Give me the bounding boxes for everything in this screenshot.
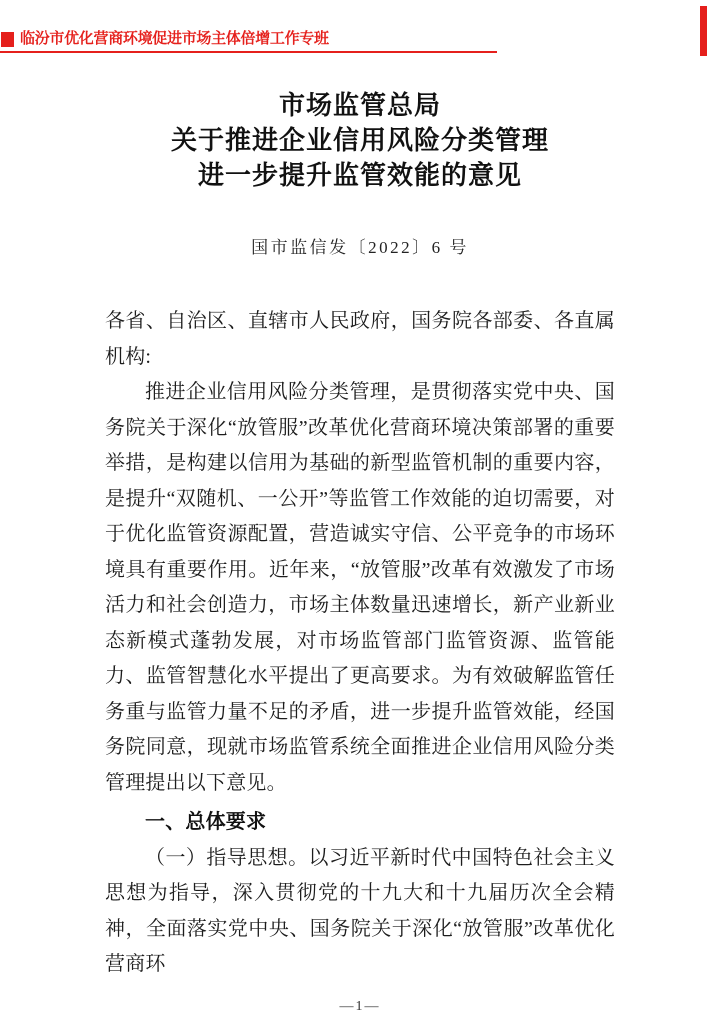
- section-heading: 一、总体要求: [145, 811, 267, 833]
- doc-number: 国市监信发〔2022〕6 号: [251, 238, 469, 257]
- doc-title-line-2: 关于推进企业信用风险分类管理: [170, 126, 549, 155]
- body-paragraph-1: 推进企业信用风险分类管理，是贯彻落实党中央、国务院关于深化“放管服”改革优化营商环境决策部署的重要举措，是构建以信用为基础的新型监管机制的重要内容，是提升“双随机、一公开”等监管工作效能的迫切需要，对于优化监管资源配置，营造诚实守信、公平竞争的市场环境具有重要作用。近年来，“放管服”改革有效激发了市场活力和社会创造力，市场主体数量迅速增长，新产业新业态新模式蓬勃发展，对市场监管部门监管资源、监管能力、监管智慧化水平提出了更高要求。为有效破解监管任务重与监管力量不足的矛盾，进一步提升监管效能，经国务院同意，现就市场监管系统全面推进企业信用风险分类管理提出以下意见。: [105, 381, 615, 794]
- page-number: —1—: [339, 998, 381, 1014]
- body-paragraph-2: （一）指导思想。以习近平新时代中国特色社会主义思想为指导，深入贯彻党的十九大和十九届历次全会精神，全面落实党中央、国务院关于深化“放管服”改革优化营商环: [105, 846, 615, 975]
- doc-title-line-1: 市场监管总局: [278, 91, 441, 120]
- doc-title: [105, 88, 615, 193]
- doc-body: [105, 304, 615, 983]
- doc-title-line-3: 进一步提升监管效能的意见: [197, 161, 522, 190]
- scrollbar-thumb[interactable]: [700, 6, 707, 56]
- salutation-paragraph: 各省、自治区、直辖市人民政府，国务院各部委、各直属机构:: [105, 310, 615, 368]
- header-bullet-square-icon: [1, 32, 14, 47]
- document-page: [105, 0, 615, 1015]
- header-org-title: 临汾市优化营商环境促进市场主体倍增工作专班: [20, 30, 329, 47]
